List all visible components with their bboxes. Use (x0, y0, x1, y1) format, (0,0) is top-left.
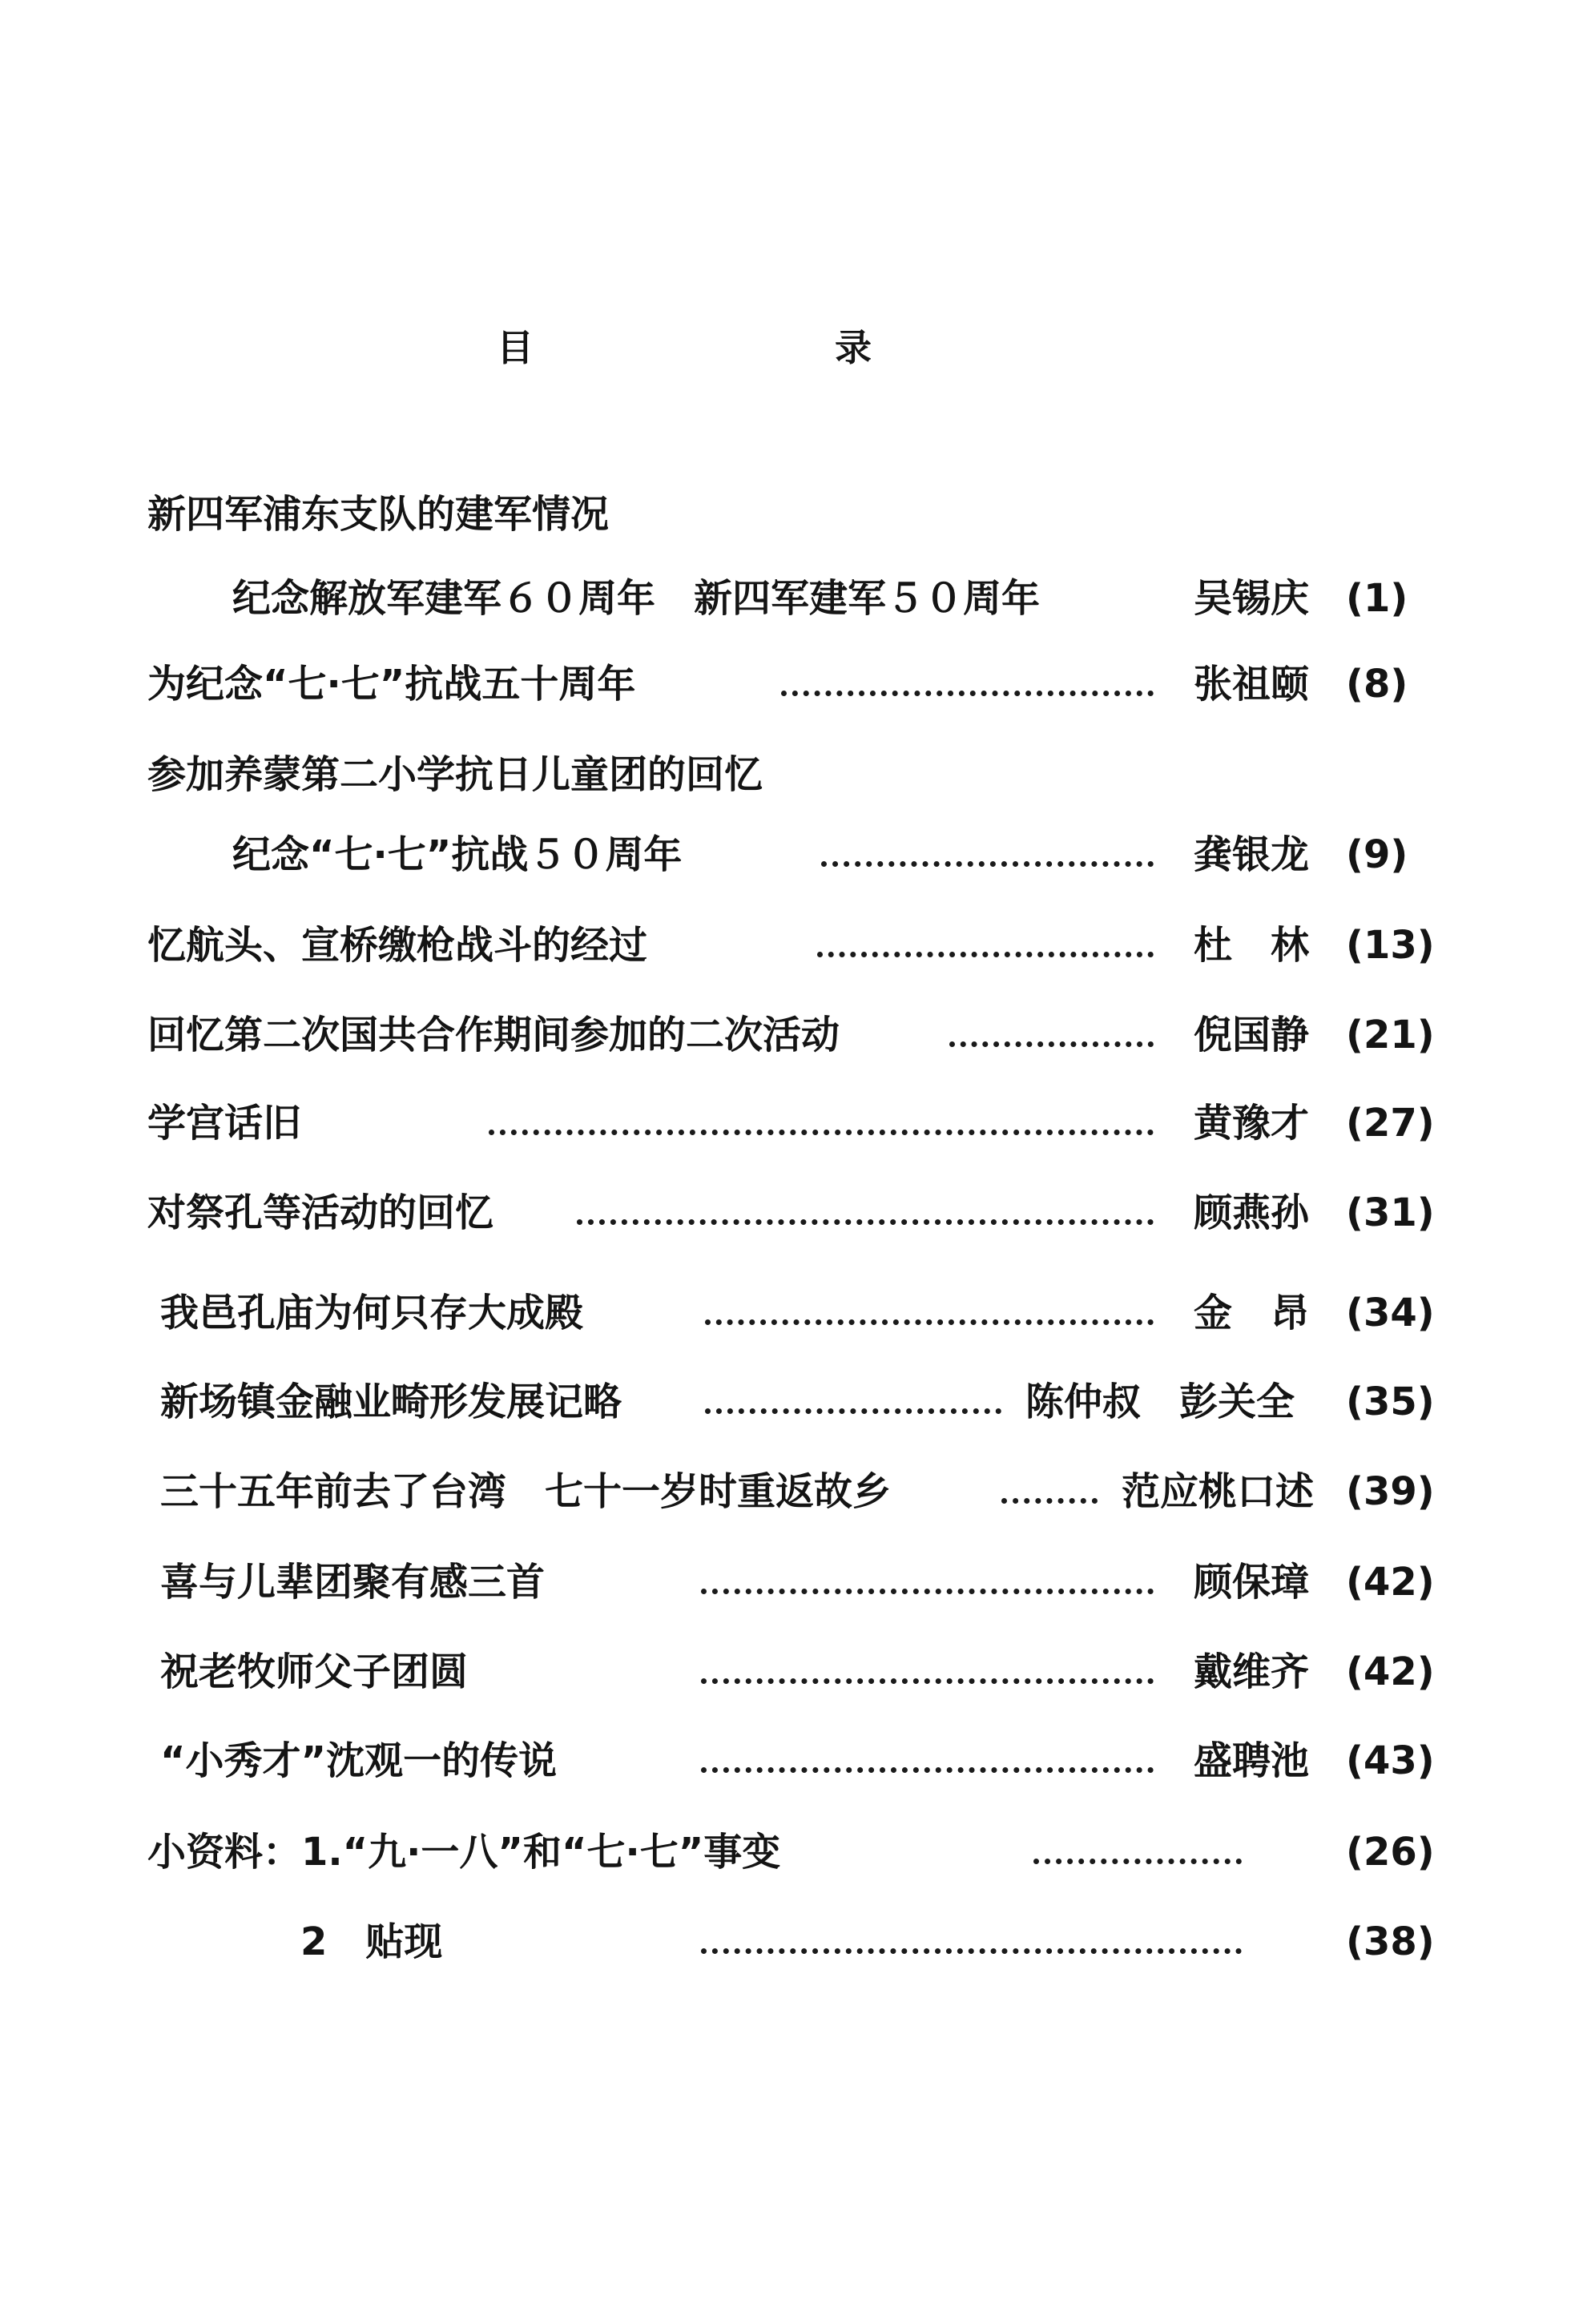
entry-page: (42) (1346, 1560, 1435, 1605)
entry-page: (34) (1346, 1291, 1435, 1335)
heading-char-left: 目 (497, 326, 535, 369)
entry-author: 顾保璋 (1194, 1560, 1310, 1605)
dot-leader (701, 1759, 1154, 1773)
dot-leader (701, 1581, 1154, 1594)
entry-page: (35) (1346, 1379, 1435, 1424)
dot-leader (1001, 1490, 1098, 1504)
toc-entry (0, 1179, 1575, 1251)
dot-leader (705, 1400, 1001, 1414)
dot-leader (489, 1122, 1154, 1135)
entry-subtitle: 纪念解放军建军６０周年 新四军建军５０周年 (232, 576, 1041, 621)
toc-entry (0, 1279, 1575, 1351)
toc-heading (497, 319, 873, 372)
entry-author: 黄豫才 (1194, 1101, 1310, 1146)
dot-leader (577, 1211, 1154, 1225)
entry-author: 杜 林 (1194, 923, 1310, 968)
toc-entry (0, 650, 1575, 723)
toc-entry (0, 481, 1575, 553)
dot-leader (781, 683, 1154, 696)
entry-author: 金 昂 (1194, 1291, 1310, 1335)
entry-page: (27) (1346, 1101, 1435, 1146)
toc-entry (0, 1368, 1575, 1440)
toc-entry (0, 565, 1575, 637)
entry-title: 三十五年前去了台湾 七十一岁时重返故乡 (160, 1469, 892, 1514)
entry-author: 龚银龙 (1194, 832, 1310, 877)
dot-leader (821, 853, 1154, 867)
entry-title: “小秀才”沈观一的传说 (160, 1738, 558, 1783)
entry-page: (21) (1346, 1013, 1435, 1057)
entry-title: 对祭孔等活动的回忆 (147, 1190, 494, 1235)
entry-title: 祝老牧师父子团圆 (160, 1649, 469, 1694)
entry-subtitle: 纪念“七·七”抗战５０周年 (232, 832, 683, 877)
toc-entry (0, 1458, 1575, 1530)
entry-author: 张祖颐 (1194, 662, 1310, 707)
entry-author: 戴维齐 (1194, 1649, 1310, 1694)
toc-entry (0, 1001, 1575, 1073)
toc-entry (0, 1638, 1575, 1710)
dot-leader (705, 1311, 1154, 1325)
dot-leader (949, 1033, 1154, 1047)
toc-entry (0, 741, 1575, 813)
toc-entry (0, 1727, 1575, 1799)
entry-page: (42) (1346, 1649, 1435, 1694)
entry-title: 学宫话旧 (147, 1101, 302, 1146)
entry-page: (38) (1346, 1919, 1435, 1964)
toc-entry (0, 1908, 1575, 1980)
entry-subtitle: 2 贴现 (300, 1919, 443, 1964)
entry-title: 新四军浦东支队的建军情况 (147, 492, 610, 537)
toc-entry (0, 912, 1575, 984)
entry-author: 顾燕孙 (1194, 1190, 1310, 1235)
entry-title: 忆航头、宣桥缴枪战斗的经过 (147, 923, 648, 968)
entry-page: (31) (1346, 1190, 1435, 1235)
entry-author: 陈仲叔 彭关全 (1025, 1379, 1295, 1424)
entry-author: 倪国静 (1194, 1013, 1310, 1057)
dot-leader (701, 1940, 1242, 1954)
entry-title: 新场镇金融业畸形发展记略 (160, 1379, 622, 1424)
entry-title: 为纪念“七·七”抗战五十周年 (147, 662, 636, 707)
heading-char-right: 录 (835, 326, 873, 369)
entry-page: (26) (1346, 1830, 1435, 1875)
entry-page: (13) (1346, 923, 1435, 968)
entry-title: 我邑孔庙为何只存大成殿 (160, 1291, 584, 1335)
entry-title: 喜与儿辈团聚有感三首 (160, 1560, 546, 1605)
entry-page: (1) (1346, 576, 1408, 621)
entry-page: (8) (1346, 662, 1408, 707)
dot-leader (817, 944, 1154, 957)
toc-entry (0, 1090, 1575, 1162)
dot-leader (1033, 1851, 1242, 1864)
entry-title: 回忆第二次国共合作期间参加的二次活动 (147, 1013, 840, 1057)
entry-page: (9) (1346, 832, 1408, 877)
entry-page: (39) (1346, 1469, 1435, 1514)
toc-entry (0, 1549, 1575, 1621)
toc-entry (0, 1819, 1575, 1891)
dot-leader (701, 1670, 1154, 1684)
entry-author: 吴锡庆 (1194, 576, 1310, 621)
entry-title: 小资料：1.“九·一八”和“七·七”事变 (147, 1830, 781, 1875)
entry-page: (43) (1346, 1738, 1435, 1783)
toc-entry (0, 821, 1575, 893)
entry-title: 参加养蒙第二小学抗日儿童团的回忆 (147, 752, 763, 797)
entry-author: 范应桃口述 (1122, 1469, 1315, 1514)
entry-author: 盛聘池 (1194, 1738, 1310, 1783)
